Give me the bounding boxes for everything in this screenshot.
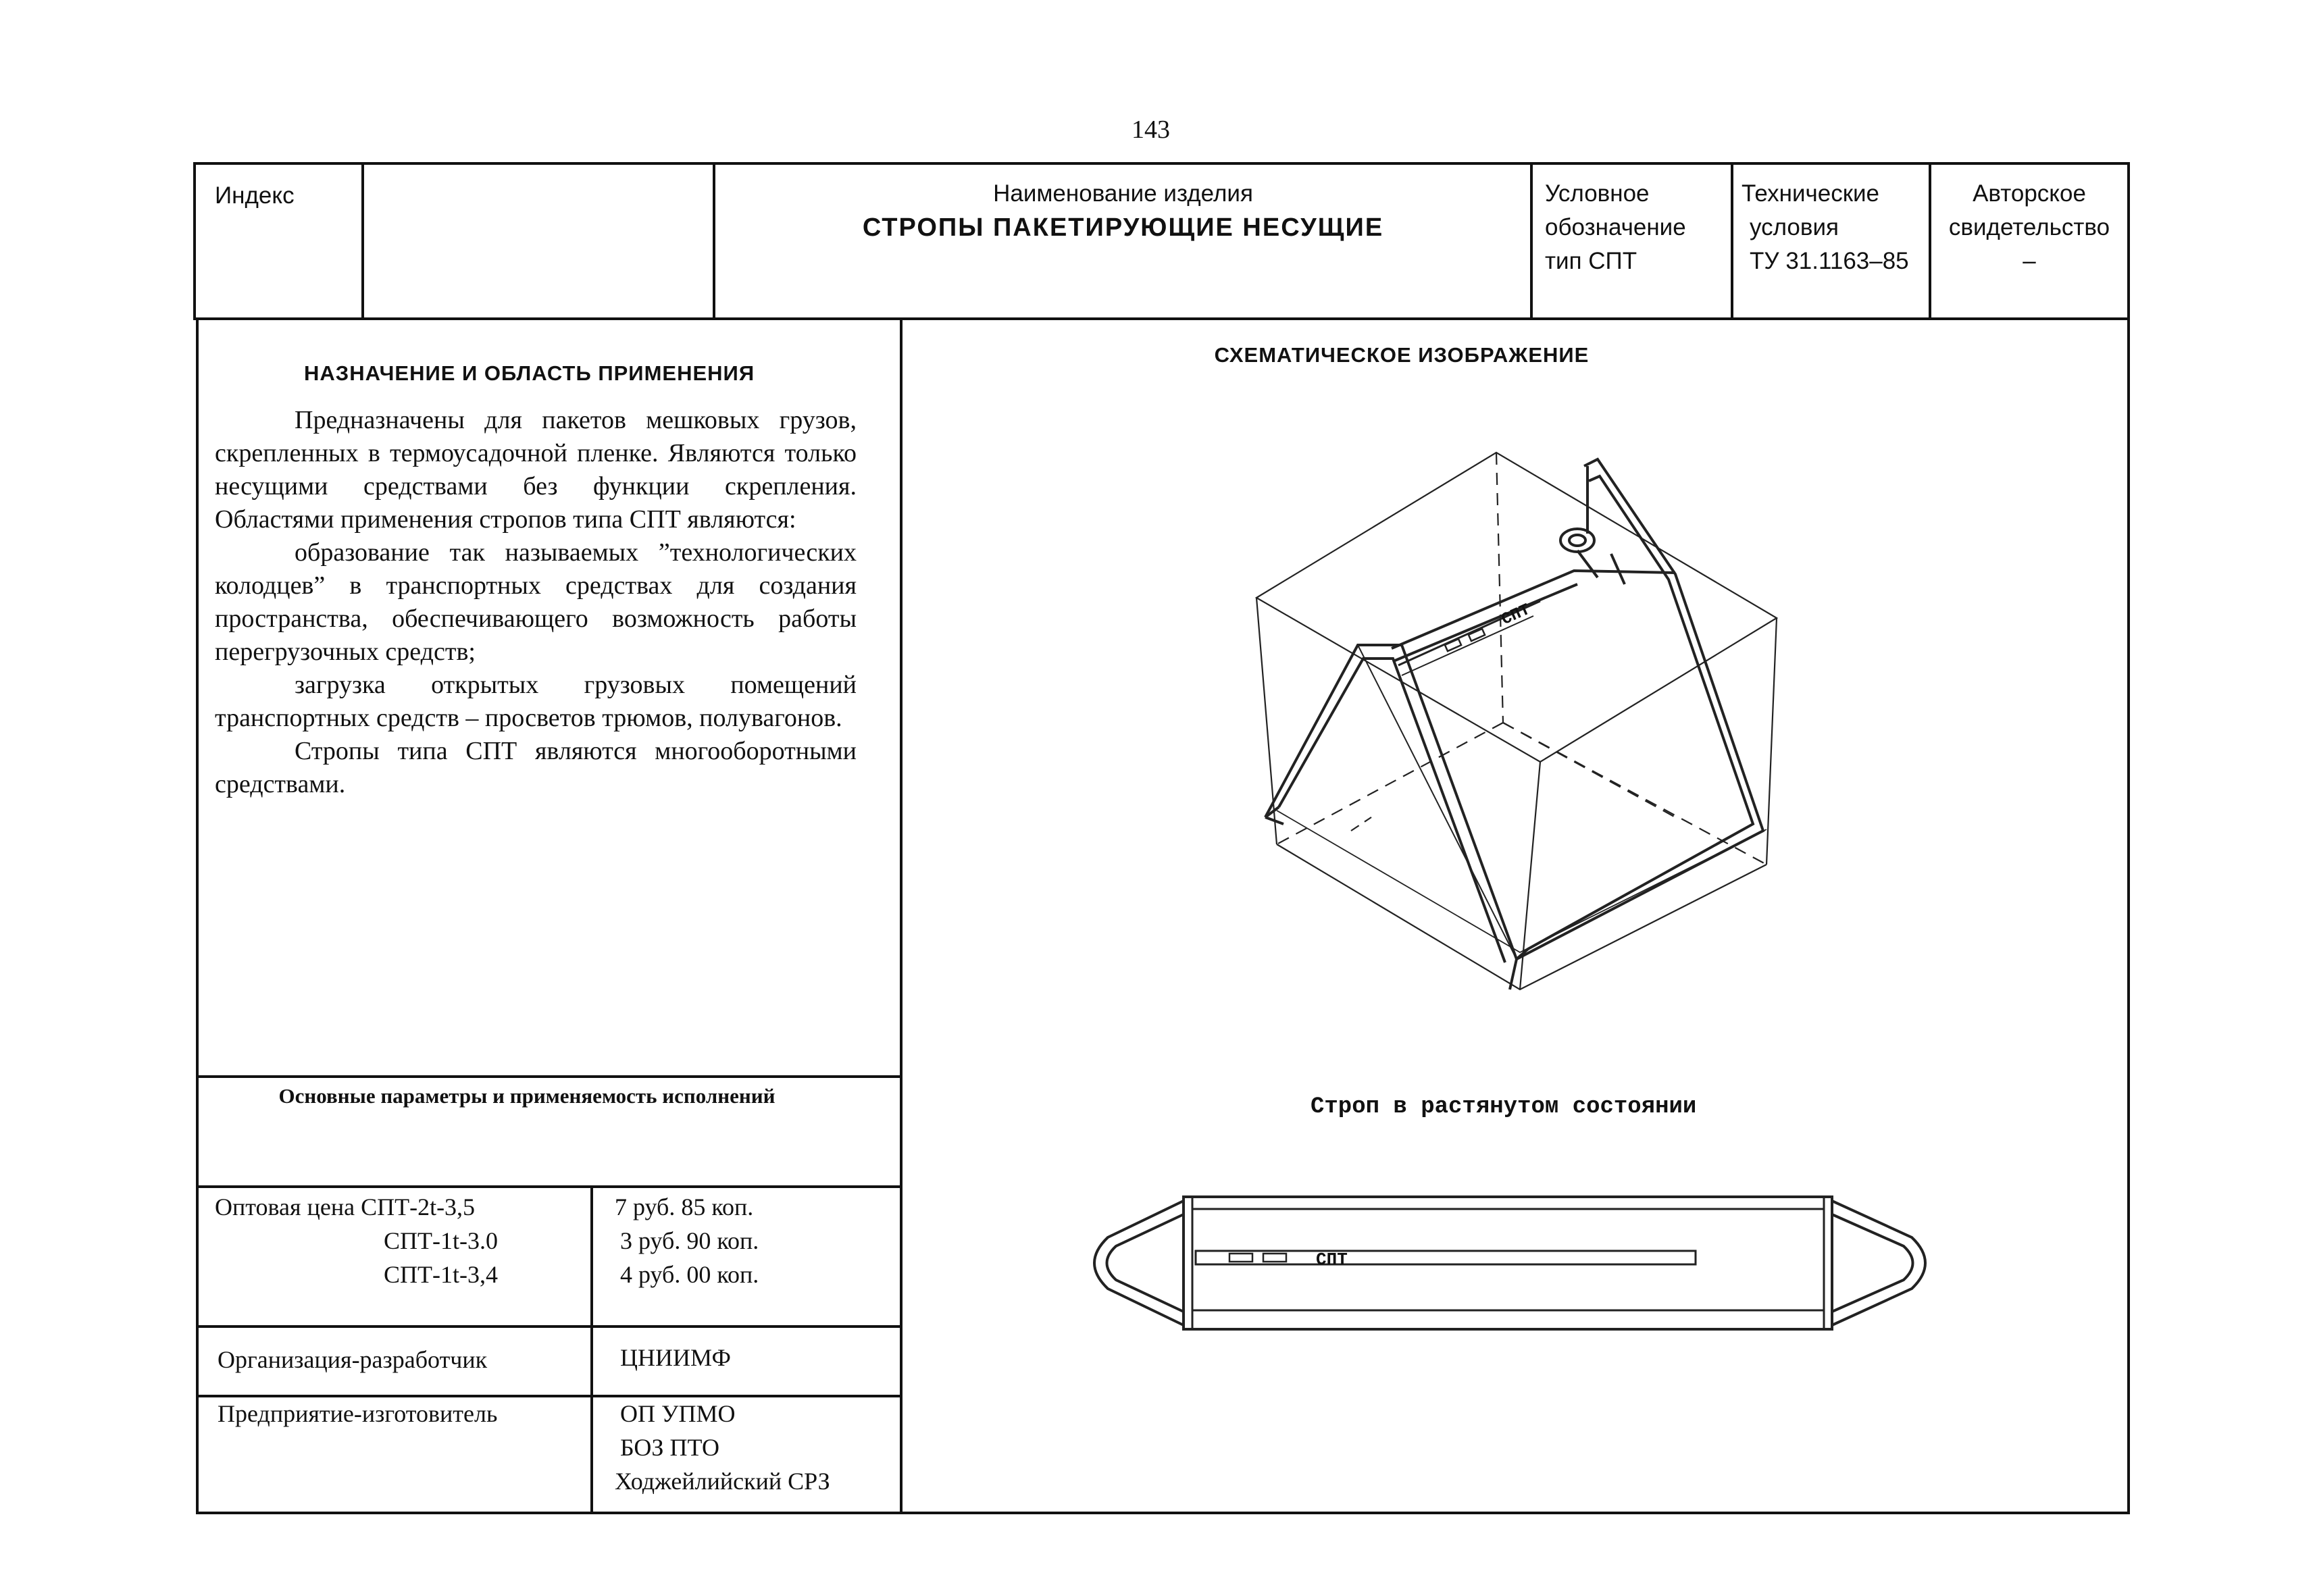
designation-line: обозначение	[1545, 214, 1686, 240]
specs-cell	[1742, 177, 1909, 278]
designation-line: Условное	[1545, 180, 1650, 207]
sling-label: СПТ	[1316, 1250, 1348, 1270]
certificate-line: –	[2023, 248, 2036, 274]
sling-isometric-drawing	[1202, 432, 1810, 1013]
purpose-paragraph: Стропы типа СПТ являются многооборотными средствами.	[215, 737, 857, 798]
manufacturer-value: ОП УПМО	[620, 1400, 736, 1427]
model-name: СПТ-1t-3,4	[384, 1261, 498, 1288]
wholesale-label: Оптовая цена	[215, 1193, 355, 1220]
manufacturer-value: Ходжейлийский СРЗ	[615, 1468, 830, 1495]
page-number: 143	[1132, 115, 1170, 144]
wholesale-price-label	[215, 1190, 475, 1224]
stretched-sling-drawing	[1081, 1189, 1959, 1344]
model-name: СПТ-2t-3,5	[361, 1193, 476, 1220]
specs-line: ТУ 31.1163–85	[1750, 248, 1909, 274]
certificate-cell	[1931, 177, 2127, 278]
index-label: Индекс	[215, 182, 295, 209]
model-name: СПТ-1t-3.0	[384, 1227, 498, 1254]
certificate-line: Авторское	[1973, 180, 2086, 207]
strap-label: СПТ	[1499, 600, 1533, 629]
specs-line: условия	[1750, 214, 1839, 240]
purpose-text	[215, 404, 857, 801]
purpose-paragraph: образование так называемых ”технологических колодцев” в транспортных средствах для создания пространства, обеспечивающего возможность работы перегрузочных средств;	[215, 538, 857, 666]
price-value: 7 руб. 85 коп.	[615, 1193, 754, 1220]
product-name-block	[716, 177, 1530, 244]
cargo-box-outline	[1256, 453, 1777, 989]
sling-frame	[1265, 459, 1763, 989]
purpose-paragraph: загрузка открытых грузовых помещений транспортных средств – просветов трюмов, полувагонов.	[215, 671, 857, 732]
params-title: Основные параметры и применяемость исполнений	[278, 1084, 776, 1108]
scheme-title: СХЕМАТИЧЕСКОЕ ИЗОБРАЖЕНИЕ	[1214, 343, 1590, 367]
developer-label: Организация-разработчик	[218, 1346, 488, 1373]
purpose-paragraph: Предназначены для пакетов мешковых грузов, скрепленных в термоусадочной пленке. Являются только несущими средствами без функции скрепления. Областями применения стропов типа СПТ являются:	[215, 406, 857, 534]
developer-value: ЦНИИМФ	[620, 1344, 731, 1371]
stretched-sling-shape	[1094, 1197, 1925, 1329]
manufacturer-label: Предприятие-изготовитель	[218, 1400, 498, 1427]
price-value: 3 руб. 90 коп.	[620, 1227, 759, 1254]
product-name: СТРОПЫ ПАКЕТИРУЮЩИЕ НЕСУЩИЕ	[862, 213, 1384, 242]
price-value: 4 руб. 00 коп.	[620, 1261, 759, 1288]
name-label: Наименование изделия	[993, 180, 1253, 207]
manufacturer-list	[615, 1397, 830, 1498]
certificate-line: свидетельство	[1948, 214, 2110, 240]
purpose-title: НАЗНАЧЕНИЕ И ОБЛАСТЬ ПРИМЕНЕНИЯ	[304, 361, 755, 385]
manufacturer-value: БОЗ ПТО	[620, 1434, 719, 1461]
specs-line: Технические	[1742, 180, 1880, 207]
stretched-sling-title: Строп в растянутом состоянии	[1311, 1094, 1697, 1120]
price-list	[615, 1190, 759, 1291]
designation-line: тип СПТ	[1545, 248, 1637, 274]
designation-cell	[1545, 177, 1686, 278]
